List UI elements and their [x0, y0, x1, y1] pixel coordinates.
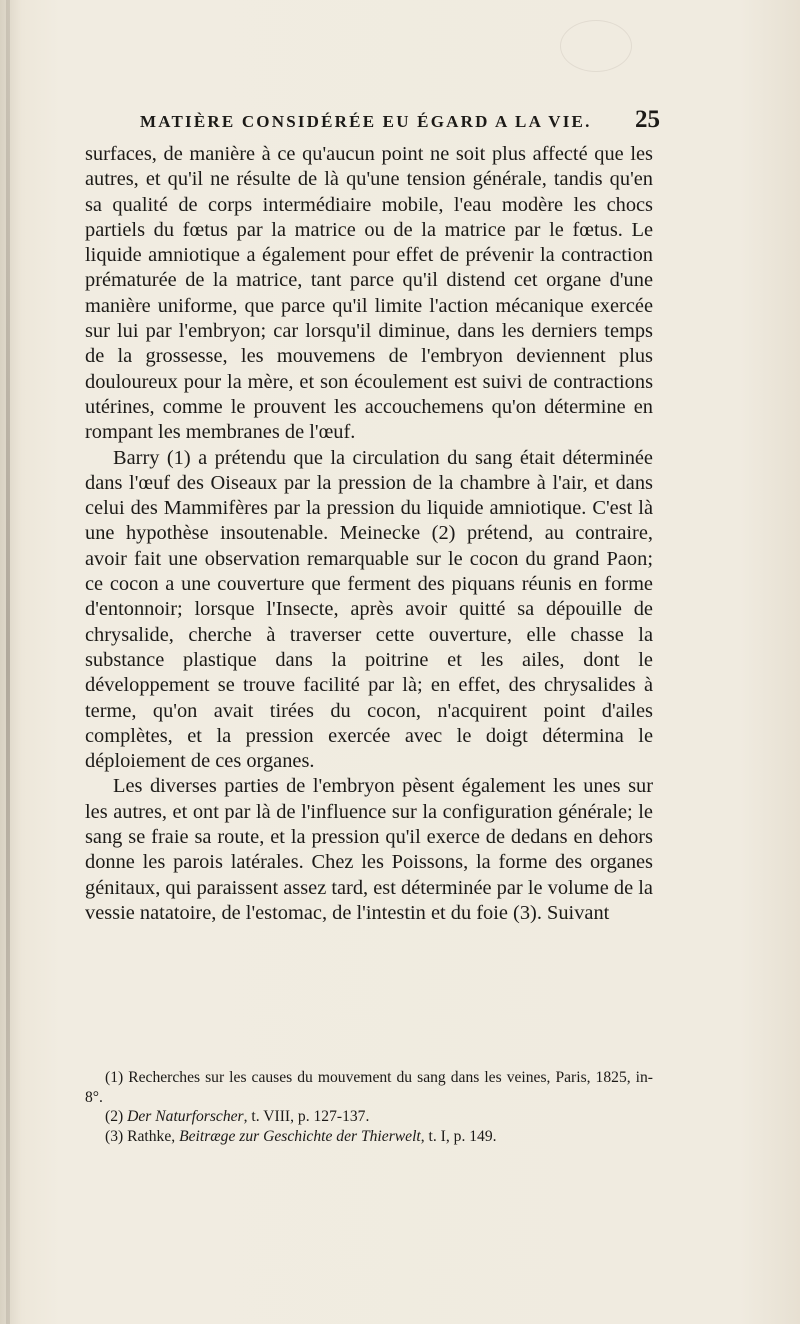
footnote-author: Rathke, [127, 1127, 176, 1145]
footnote-title: Beitræge zur Geschichte der Thierwelt [179, 1127, 421, 1145]
footnote-1 [85, 1068, 653, 1107]
footnote-text: , t. I, p. 149. [420, 1127, 497, 1145]
footnote-text: Recherches sur les causes du mouvement du sang dans les veines, Paris, 1825, in-8°. [85, 1069, 653, 1106]
footnote-text: , t. VIII, p. 127-137. [243, 1108, 370, 1125]
footnote-2 [85, 1107, 653, 1127]
footnote-3 [85, 1127, 653, 1147]
binding-edge [6, 0, 10, 1324]
paragraph: Barry (1) a prétendu que la circulation du sang était déterminée dans l'œuf des Oiseaux par la pression de la chambre à l'air, et dans celui des Mammifères par la pression du liquide amniotique. C'est là une hypothèse insoutenable. Meinecke (2) prétend, au contraire, avoir fait une observation remarquable sur le cocon du grand Paon; ce cocon a une couverture que ferment des piquans réunis en forme d'entonnoir; lorsque l'Insecte, après avoir quitté sa dépouille de chrysalide, cherche à traverser cette ouverture, elle chasse la substance plastique dans la poitrine et les ailes, dont le développement se trouve facilité par là; en effet, des chrysalides à terme, qu'on avait tirées du cocon, n'acquirent point d'ailes complètes, et la pression exercée avec le doigt détermina le déploiement de ces organes. [85, 446, 653, 773]
footnote-marker: (3) [105, 1127, 124, 1145]
main-text [85, 142, 653, 1042]
footnote-marker: (1) [105, 1069, 124, 1086]
footnotes [85, 1068, 653, 1146]
paper-stain [560, 20, 632, 72]
paragraph: Les diverses parties de l'embryon pèsent également les unes sur les autres, et ont par là de l'influence sur la configuration générale; le sang se fraie sa route, et la pression qu'il exerce de dedans en dehors donne les parois latérales. Chez les Poissons, la forme des organes génitaux, qui paraissent assez tard, est déterminée par le volume de la vessie natatoire, de l'estomac, de l'intestin et du foie (3). Suivant [85, 775, 653, 924]
header-title: MATIÈRE CONSIDÉRÉE EU ÉGARD A LA VIE. [140, 112, 592, 131]
paragraph: surfaces, de manière à ce qu'aucun point ne soit plus affecté que les autres, et qu'il ne résulte de là qu'une tension générale, tandis qu'en sa qualité de corps intermédiaire mobile, l'eau modère les chocs partiels du fœtus par la matrice ou de la matrice par le fœtus. Le liquide amniotique a également pour effet de prévenir la contraction prématurée de la matrice, tant parce qu'il distend cet organe d'une manière uniforme, que parce qu'il limite l'action mécanique exercée sur lui par l'embryon; car lorsqu'il diminue, dans les derniers temps de la grossesse, les mouvemens de l'embryon deviennent plus douloureux pour la mère, et son écoulement est suivi de contractions utérines, comme le prouvent les accouchemens qu'on détermine en rompant les membranes de l'œuf. [85, 143, 653, 444]
running-header [140, 106, 660, 146]
footnote-marker: (2) [105, 1108, 124, 1125]
footnote-title: Der Naturforscher [127, 1108, 244, 1125]
page-number: 25 [635, 106, 660, 133]
